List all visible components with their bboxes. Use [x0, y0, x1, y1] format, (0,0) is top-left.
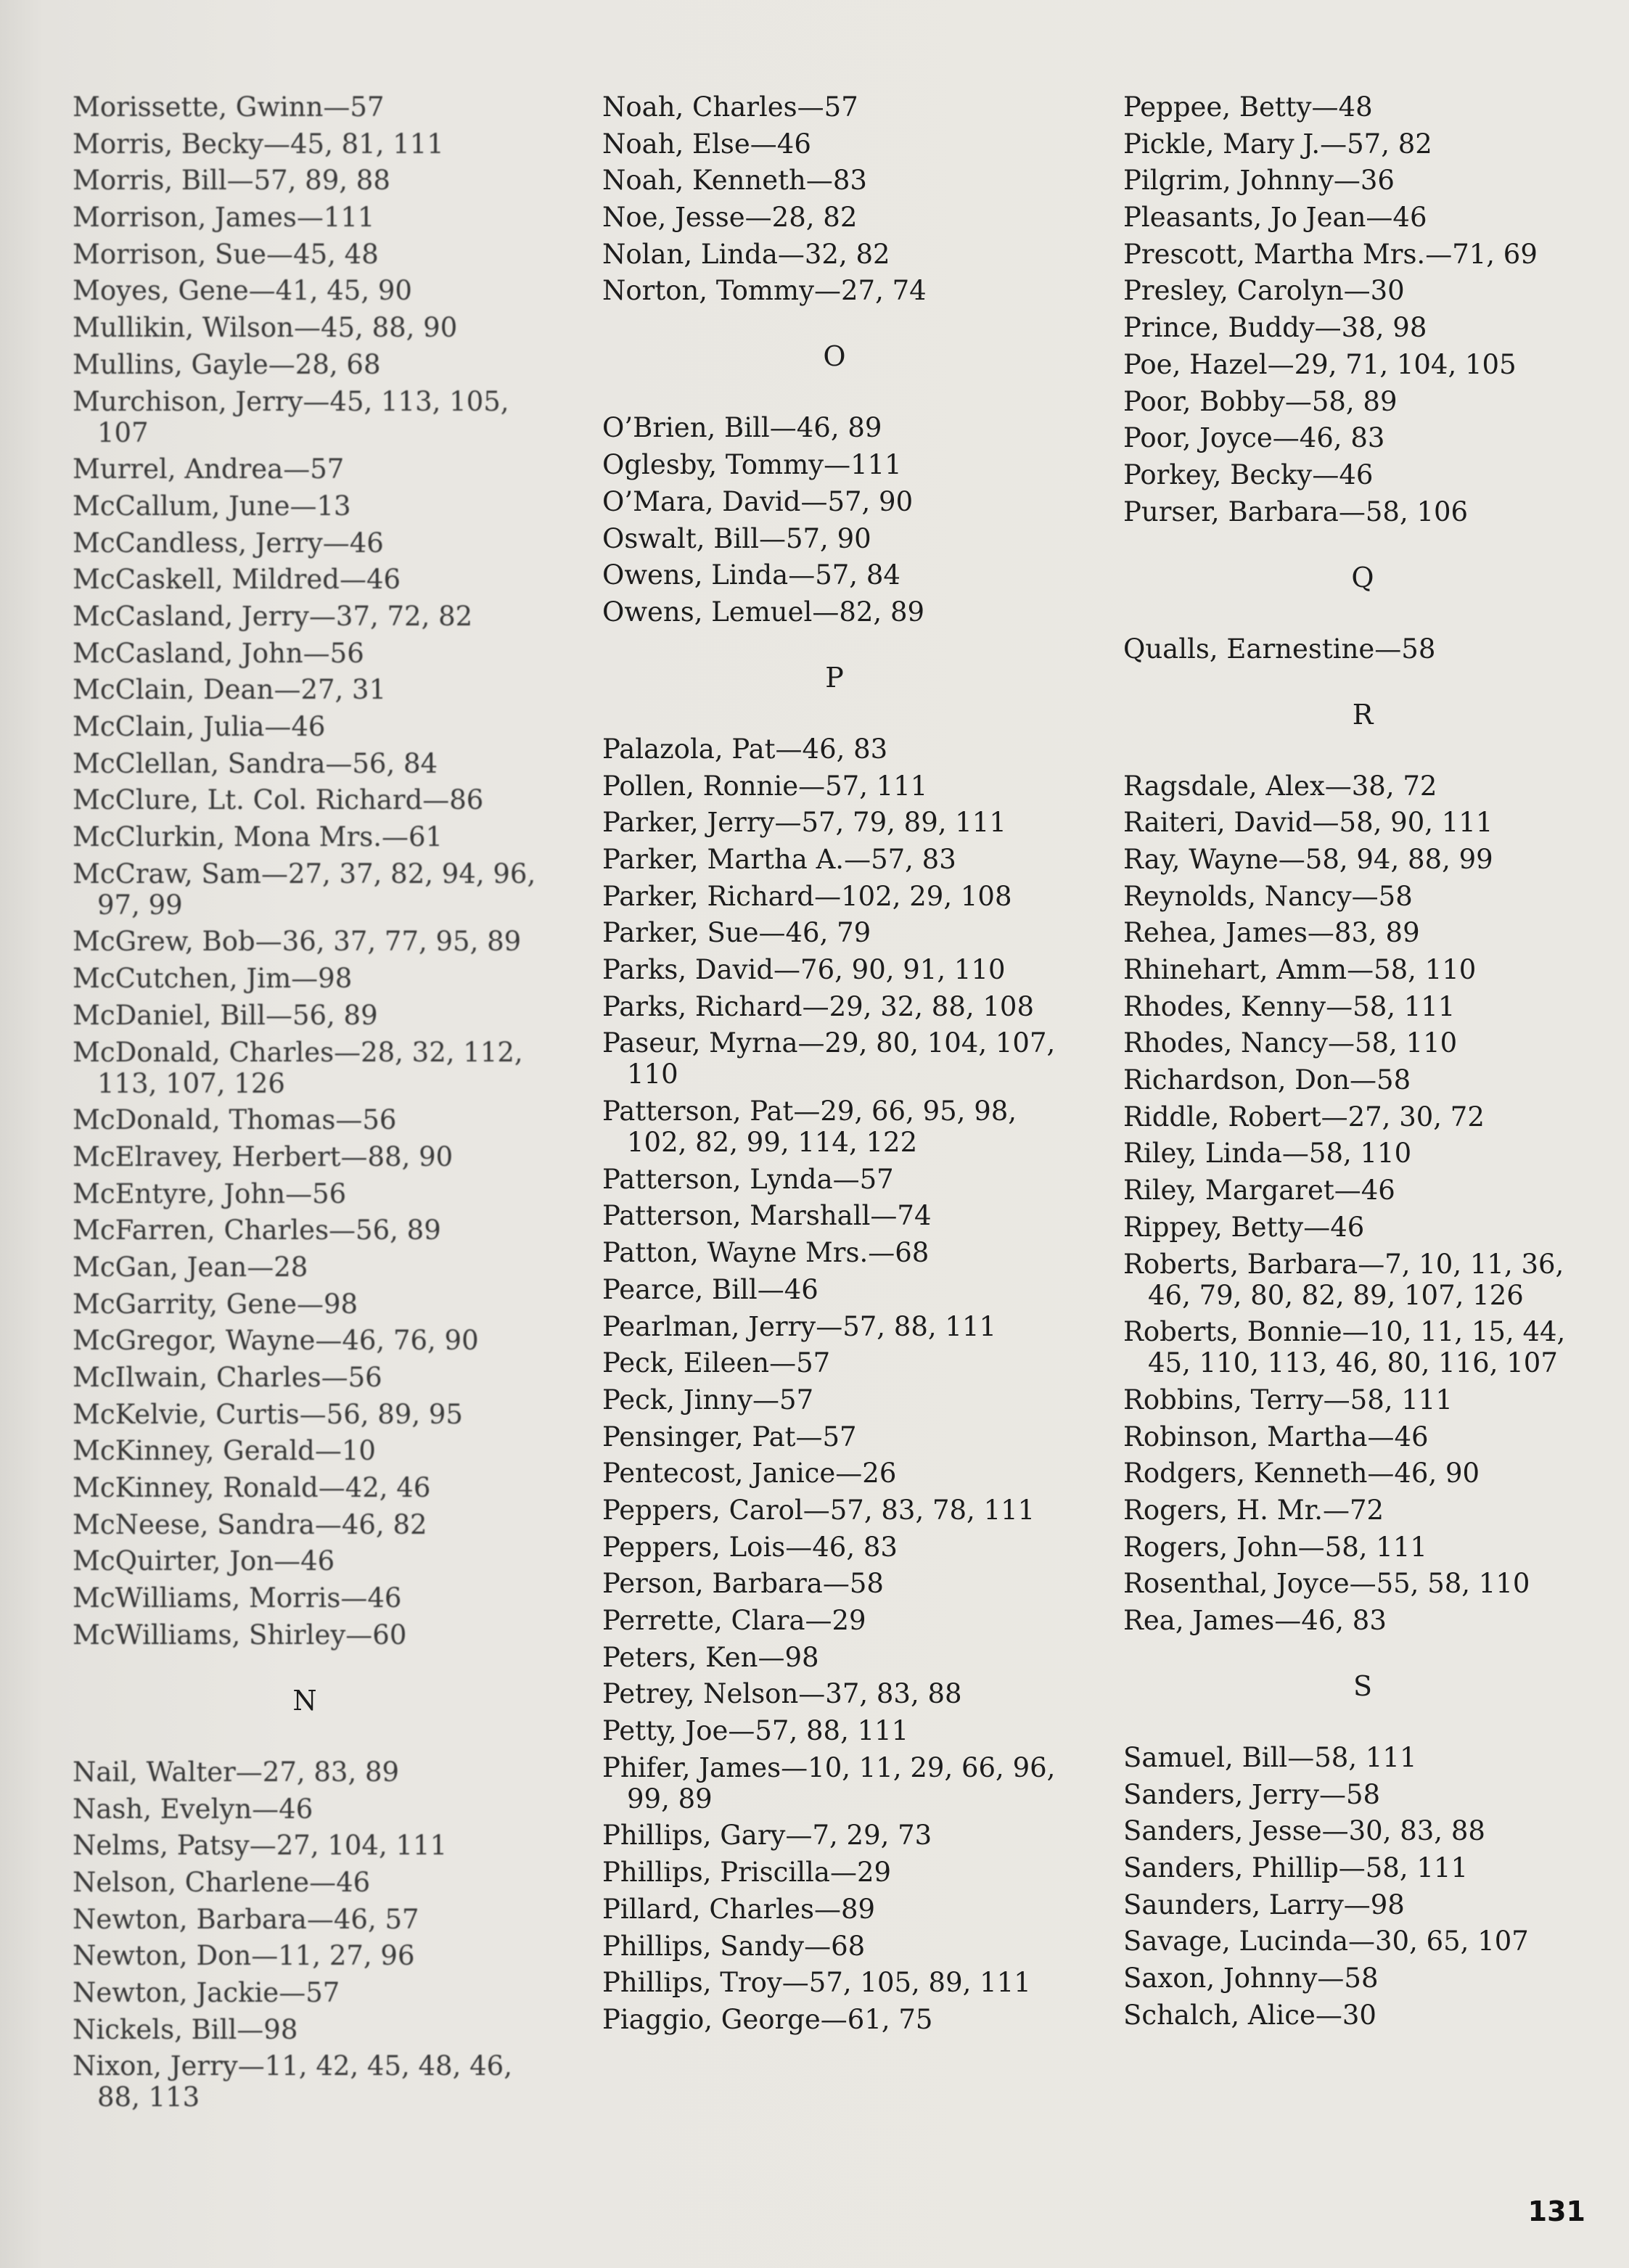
index-section [602, 660, 1067, 2035]
index-entry: Newton, Don—11, 27, 96 [73, 1940, 415, 1972]
index-entry: Rosenthal, Joyce—55, 58, 110 [1123, 1568, 1530, 1600]
index-entry: Phillips, Priscilla—29 [602, 1857, 892, 1889]
index-entry: Saunders, Larry—98 [1123, 1889, 1405, 1920]
index-entry: Parker, Martha A.—57, 83 [602, 843, 956, 875]
index-entry: McClure, Lt. Col. Richard—86 [73, 784, 484, 816]
section-letter-heading: P [825, 661, 844, 694]
index-entry: McCaskell, Mildred—46 [73, 564, 401, 596]
index-column-3 [1123, 91, 1602, 2037]
index-entry: McQuirter, Jon—46 [73, 1545, 335, 1577]
index-entry: Pillard, Charles—89 [602, 1893, 876, 1925]
index-entry: Nail, Walter—27, 83, 89 [73, 1756, 400, 1788]
index-entry: Porkey, Becky—46 [1123, 459, 1374, 490]
index-entry: Reynolds, Nancy—58 [1123, 880, 1413, 912]
index-entry: Rogers, John—58, 111 [1123, 1531, 1427, 1563]
index-entry: Morrison, Sue—45, 48 [73, 238, 379, 270]
index-entry: Noe, Jesse—28, 82 [602, 202, 858, 234]
index-entry: Prescott, Martha Mrs.—71, 69 [1123, 238, 1538, 270]
index-entry: Peppee, Betty—48 [1123, 91, 1373, 123]
index-entry: Pilgrim, Johnny—36 [1123, 165, 1395, 197]
index-entry: Ray, Wayne—58, 94, 88, 99 [1123, 843, 1493, 875]
index-section [1123, 697, 1602, 1636]
index-section [1123, 1668, 1602, 2031]
index-section [73, 1682, 537, 2113]
index-entry: Peck, Eileen—57 [602, 1347, 831, 1379]
index-entry: McElravey, Herbert—88, 90 [73, 1141, 454, 1172]
index-entry: McEntyre, John—56 [73, 1178, 347, 1209]
index-entry: McDonald, Charles—28, 32, 112, 113, 107, 126 [73, 1036, 523, 1099]
index-entry: Murchison, Jerry—45, 113, 105, 107 [73, 385, 509, 448]
index-entry: Parker, Sue—46, 79 [602, 917, 871, 949]
index-entry: Noah, Charles—57 [602, 91, 858, 123]
index-entry: Perrette, Clara—29 [602, 1605, 866, 1636]
index-entry: Rhodes, Kenny—58, 111 [1123, 990, 1456, 1022]
index-entry: Murrel, Andrea—57 [73, 453, 345, 485]
index-entry: Riley, Margaret—46 [1123, 1175, 1395, 1207]
index-column-1 [73, 91, 537, 2119]
index-entry: Oglesby, Tommy—111 [602, 449, 902, 481]
index-entry: Samuel, Bill—58, 111 [1123, 1742, 1417, 1773]
index-entry: Parks, Richard—29, 32, 88, 108 [602, 990, 1035, 1022]
index-entry: Owens, Linda—57, 84 [602, 559, 900, 591]
index-entry: Nelson, Charlene—46 [73, 1866, 371, 1898]
index-entry: Poe, Hazel—29, 71, 104, 105 [1123, 348, 1517, 380]
index-entry: Petty, Joe—57, 88, 111 [602, 1715, 909, 1747]
index-entry: McClellan, Sandra—56, 84 [73, 747, 438, 779]
index-entry: Riley, Linda—58, 110 [1123, 1138, 1412, 1170]
index-entry: Purser, Barbara—58, 106 [1123, 496, 1469, 527]
index-entry: Nickels, Bill—98 [73, 2013, 298, 2045]
index-entry: Pollen, Ronnie—57, 111 [602, 770, 928, 802]
index-entry: Palazola, Pat—46, 83 [602, 733, 888, 765]
index-entry: Rhodes, Nancy—58, 110 [1123, 1027, 1458, 1059]
index-section [1123, 91, 1602, 527]
index-entry: McGrew, Bob—36, 37, 77, 95, 89 [73, 926, 522, 958]
index-entry: McKinney, Ronald—42, 46 [73, 1472, 431, 1504]
index-entry: Poor, Bobby—58, 89 [1123, 385, 1398, 417]
index-entry: Pleasants, Jo Jean—46 [1123, 202, 1427, 234]
index-entry: McCallum, June—13 [73, 490, 351, 522]
index-entry: Rehea, James—83, 89 [1123, 917, 1420, 949]
index-entry: Petrey, Nelson—37, 83, 88 [602, 1678, 962, 1710]
index-entry: McWilliams, Shirley—60 [73, 1619, 407, 1651]
section-letter-heading: R [1352, 698, 1374, 731]
index-entry: Person, Barbara—58 [602, 1568, 884, 1600]
index-entry: Peck, Jinny—57 [602, 1384, 814, 1416]
index-entry: Patterson, Marshall—74 [602, 1200, 932, 1232]
index-entry: McDaniel, Bill—56, 89 [73, 999, 378, 1031]
index-entry: Patterson, Pat—29, 66, 95, 98, 102, 82, 99, 114, 122 [602, 1096, 1017, 1159]
index-entry: McGan, Jean—28 [73, 1251, 308, 1283]
index-entry: McDonald, Thomas—56 [73, 1104, 397, 1136]
index-entry: Mullikin, Wilson—45, 88, 90 [73, 312, 458, 344]
index-entry: Moyes, Gene—41, 45, 90 [73, 275, 412, 307]
index-entry: McCraw, Sam—27, 37, 82, 94, 96, 97, 99 [73, 858, 536, 921]
index-entry: Phillips, Gary—7, 29, 73 [602, 1820, 932, 1852]
index-entry: Morrison, James—111 [73, 202, 375, 234]
index-section [602, 91, 1067, 306]
index-entry: McKelvie, Curtis—56, 89, 95 [73, 1398, 463, 1430]
index-entry: McCandless, Jerry—46 [73, 527, 384, 559]
index-entry: Pensinger, Pat—57 [602, 1421, 857, 1453]
index-entry: Patton, Wayne Mrs.—68 [602, 1237, 930, 1269]
section-letter-heading: N [292, 1684, 317, 1717]
index-entry: Sanders, Jerry—58 [1123, 1778, 1381, 1810]
index-entry: Nelms, Patsy—27, 104, 111 [73, 1830, 448, 1862]
index-entry: McCasland, Jerry—37, 72, 82 [73, 600, 473, 632]
index-entry: Savage, Lucinda—30, 65, 107 [1123, 1926, 1529, 1957]
index-entry: Rogers, H. Mr.—72 [1123, 1494, 1384, 1526]
index-entry: McClain, Julia—46 [73, 711, 326, 742]
index-entry: Phillips, Troy—57, 105, 89, 111 [602, 1967, 1031, 1999]
index-entry: Patterson, Lynda—57 [602, 1163, 894, 1195]
index-entry: Raiteri, David—58, 90, 111 [1123, 807, 1493, 839]
index-entry: McGregor, Wayne—46, 76, 90 [73, 1325, 479, 1357]
index-column-2 [602, 91, 1067, 2041]
index-entry: Morris, Bill—57, 89, 88 [73, 165, 390, 197]
index-entry: Morissette, Gwinn—57 [73, 91, 385, 123]
index-entry: Pickle, Mary J.—57, 82 [1123, 128, 1432, 160]
index-entry: Parker, Jerry—57, 79, 89, 111 [602, 807, 1006, 839]
index-entry: Riddle, Robert—27, 30, 72 [1123, 1101, 1485, 1133]
index-entry: Sanders, Jesse—30, 83, 88 [1123, 1815, 1485, 1847]
index-entry: Noah, Else—46 [602, 128, 811, 160]
index-entry: Newton, Jackie—57 [73, 1976, 340, 2008]
index-entry: Nixon, Jerry—11, 42, 45, 48, 46, 88, 113 [73, 2050, 512, 2113]
index-entry: Newton, Barbara—46, 57 [73, 1903, 419, 1935]
index-entry: McKinney, Gerald—10 [73, 1435, 376, 1467]
index-section [1123, 559, 1602, 665]
index-entry: Piaggio, George—61, 75 [602, 2003, 933, 2035]
index-entry: Presley, Carolyn—30 [1123, 275, 1405, 307]
index-section [602, 338, 1067, 627]
index-entry: Roberts, Bonnie—10, 11, 15, 44, 45, 110, 113, 46, 80, 116, 107 [1123, 1316, 1566, 1379]
index-entry: Phifer, James—10, 11, 29, 66, 96, 99, 89 [602, 1751, 1056, 1815]
section-letter-heading: O [823, 340, 846, 373]
index-entry: O’Brien, Bill—46, 89 [602, 412, 882, 444]
index-entry: McIlwain, Charles—56 [73, 1362, 382, 1393]
index-entry: Nash, Evelyn—46 [73, 1793, 313, 1825]
index-entry: McCasland, John—56 [73, 637, 364, 669]
index-entry: Parks, David—76, 90, 91, 110 [602, 954, 1006, 985]
index-entry: Robbins, Terry—58, 111 [1123, 1384, 1453, 1416]
page-number: 131 [1527, 2195, 1585, 2227]
index-entry: McClurkin, Mona Mrs.—61 [73, 821, 443, 853]
index-entry: Prince, Buddy—38, 98 [1123, 312, 1427, 344]
index-entry: McGarrity, Gene—98 [73, 1288, 358, 1320]
index-section [73, 91, 537, 1651]
index-entry: Parker, Richard—102, 29, 108 [602, 880, 1012, 912]
index-entry: Poor, Joyce—46, 83 [1123, 422, 1385, 454]
index-entry: Pentecost, Janice—26 [602, 1458, 897, 1490]
index-entry: McFarren, Charles—56, 89 [73, 1215, 441, 1246]
index-entry: Schalch, Alice—30 [1123, 1999, 1376, 2031]
section-letter-heading: S [1353, 1670, 1373, 1702]
index-entry: Saxon, Johnny—58 [1123, 1963, 1379, 1994]
index-entry: O’Mara, David—57, 90 [602, 485, 914, 517]
index-entry: Nolan, Linda—32, 82 [602, 238, 890, 270]
index-entry: McNeese, Sandra—46, 82 [73, 1508, 427, 1540]
index-entry: Noah, Kenneth—83 [602, 165, 867, 197]
index-entry: Richardson, Don—58 [1123, 1064, 1411, 1096]
index-entry: Paseur, Myrna—29, 80, 104, 107, 110 [602, 1027, 1056, 1090]
index-entry: Peppers, Lois—46, 83 [602, 1531, 898, 1563]
index-entry: Roberts, Barbara—7, 10, 11, 36, 46, 79, 80, 82, 89, 107, 126 [1123, 1248, 1564, 1311]
section-letter-heading: Q [1351, 561, 1374, 593]
index-entry: McClain, Dean—27, 31 [73, 674, 387, 706]
index-entry: Pearlman, Jerry—57, 88, 111 [602, 1310, 997, 1342]
index-entry: Ragsdale, Alex—38, 72 [1123, 770, 1437, 802]
index-entry: Robinson, Martha—46 [1123, 1421, 1429, 1453]
index-entry: Norton, Tommy—27, 74 [602, 275, 927, 307]
index-entry: Rodgers, Kenneth—46, 90 [1123, 1458, 1480, 1490]
index-entry: Phillips, Sandy—68 [602, 1930, 866, 1962]
index-entry: McCutchen, Jim—98 [73, 963, 353, 995]
index-entry: McWilliams, Morris—46 [73, 1582, 402, 1614]
index-entry: Rea, James—46, 83 [1123, 1605, 1387, 1636]
index-entry: Pearce, Bill—46 [602, 1273, 818, 1305]
index-entry: Peters, Ken—98 [602, 1641, 819, 1673]
index-entry: Sanders, Phillip—58, 111 [1123, 1852, 1468, 1884]
index-entry: Mullins, Gayle—28, 68 [73, 348, 381, 380]
index-entry: Oswalt, Bill—57, 90 [602, 522, 871, 554]
index-entry: Qualls, Earnestine—58 [1123, 633, 1436, 665]
index-entry: Owens, Lemuel—82, 89 [602, 596, 925, 628]
index-entry: Morris, Becky—45, 81, 111 [73, 128, 444, 160]
index-entry: Rippey, Betty—46 [1123, 1211, 1365, 1243]
index-entry: Peppers, Carol—57, 83, 78, 111 [602, 1494, 1035, 1526]
index-entry: Rhinehart, Amm—58, 110 [1123, 954, 1477, 985]
